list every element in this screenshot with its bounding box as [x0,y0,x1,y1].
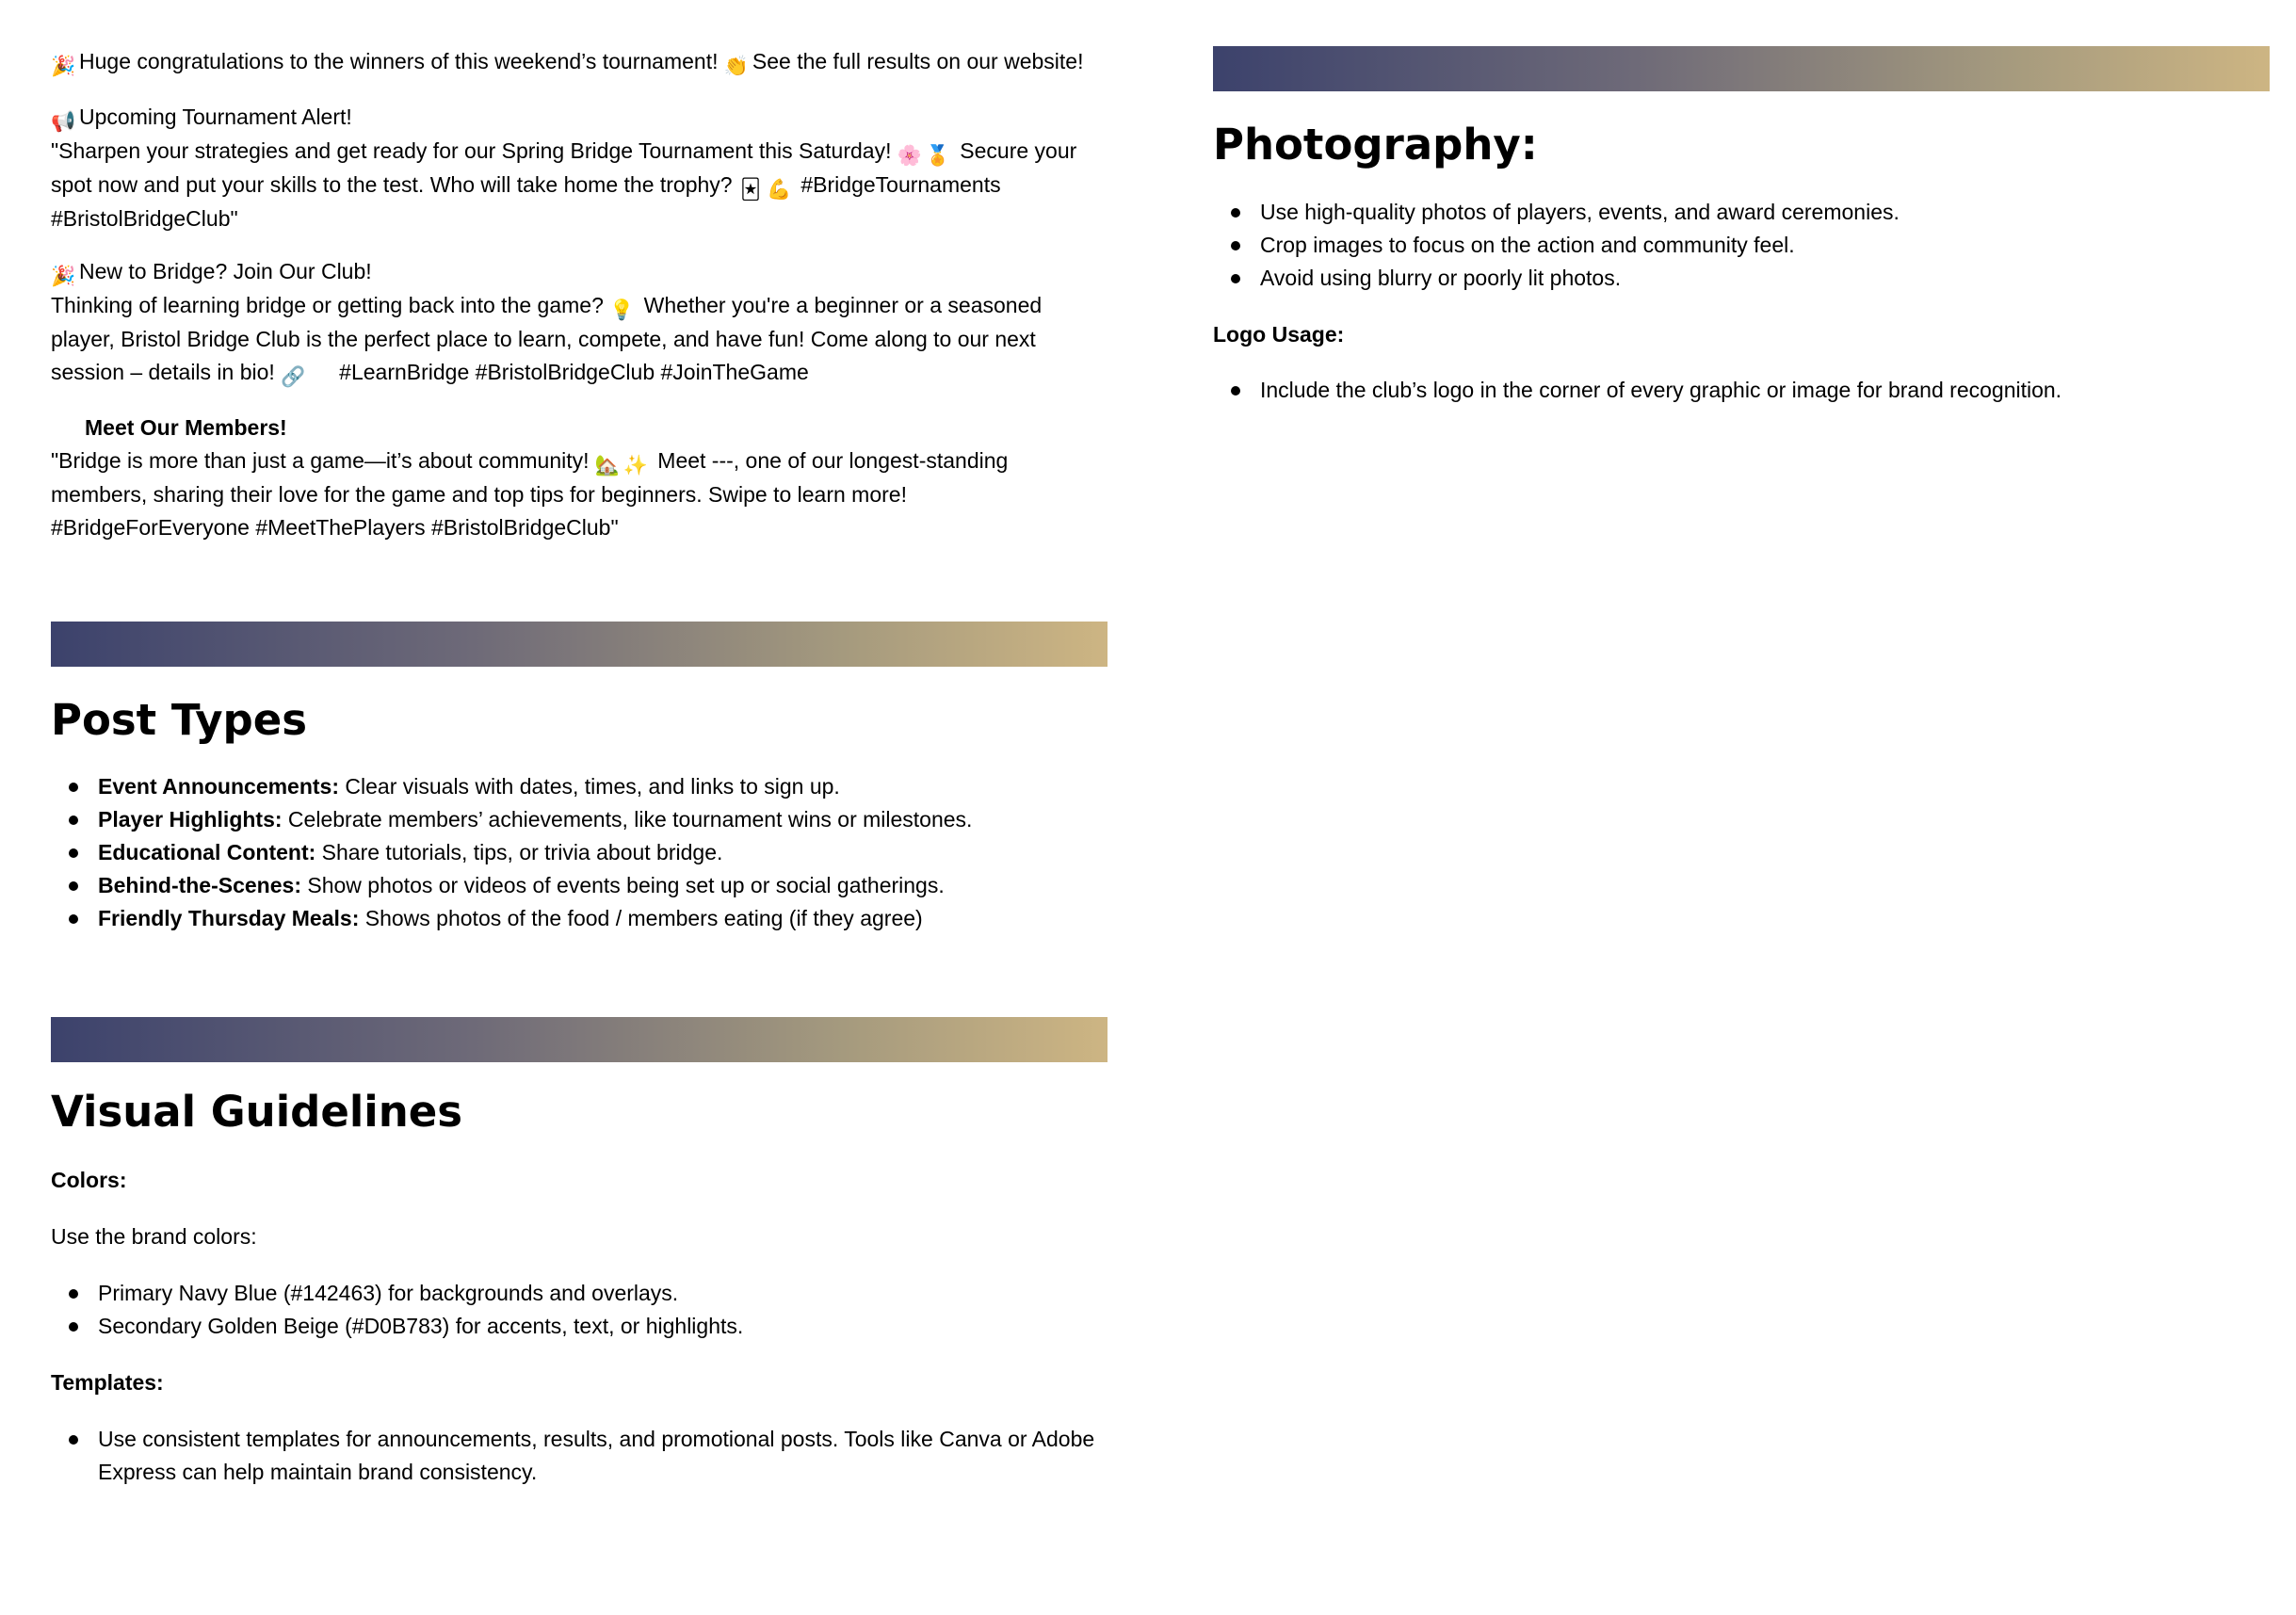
photography-list [1213,196,2272,295]
list-item: Player Highlights: Celebrate members’ achievements, like tournament wins or milestones. [51,803,1109,836]
list-item: Include the club’s logo in the corner of every graphic or image for brand recognition. [1213,374,2272,407]
megaphone-icon: 📢 [51,111,76,133]
photography-heading: Photography: [1213,120,1538,170]
logo-usage-list [1213,374,2272,407]
post-types-list [51,770,1109,935]
logo-usage-label: Logo Usage: [1213,322,1345,347]
section-band-photography [1213,46,2270,91]
post-body-a: "Bridge is more than just a game—it’s about community! [51,448,590,473]
medal-icon: 🏅 [925,145,951,167]
post-types-heading: Post Types [51,695,308,745]
list-item: Use consistent templates for announcements, results, and promotional posts. Tools like Canva or Adobe Express can help maintain brand consistency. [51,1423,1109,1489]
post-body-c: #LearnBridge #BristolBridgeClub #JoinTheGame [339,360,809,384]
visual-guidelines-heading: Visual Guidelines [51,1087,463,1137]
post-tournament-winners [51,45,1109,79]
flexed-biceps-icon: 💪 [766,179,792,201]
post-new-to-bridge [51,255,1109,390]
link-icon: 🔗 [281,366,306,388]
colors-intro: Use the brand colors: [51,1224,257,1249]
list-item: Secondary Golden Beige (#D0B783) for accents, text, or highlights. [51,1310,1109,1343]
post-meet-members [51,412,1109,544]
section-band-post-types [51,622,1108,667]
light-bulb-icon: 💡 [609,299,635,321]
section-band-visual-guidelines [51,1017,1108,1062]
templates-list [51,1423,1109,1489]
list-item: Event Announcements: Clear visuals with dates, times, and links to sign up. [51,770,1109,803]
cherry-blossom-icon: 🌸 [897,145,923,167]
house-garden-icon: 🏡 [594,455,621,476]
post-body-b: Meet ---, one of our longest-standing members, sharing their love for the game and top tips for beginners. Swipe to learn more! #BridgeForEveryone #MeetThePlayers #BristolBridgeClub" [51,448,1009,540]
sparkles-icon: ✨ [623,455,649,476]
post-body-c: #BridgeTournaments #BristolBridgeClub" [51,172,1001,231]
list-item: Avoid using blurry or poorly lit photos. [1213,262,2272,295]
post-upcoming-tournament [51,101,1109,235]
list-item: Crop images to focus on the action and community feel. [1213,229,2272,262]
colors-label: Colors: [51,1168,127,1192]
post-title: Meet Our Members! [85,415,287,440]
list-item: Behind-the-Scenes: Show photos or videos of events being set up or social gatherings. [51,869,1109,902]
clapping-hands-icon: 👏 [723,56,750,77]
post-body: See the full results on our website! [752,49,1084,73]
post-title: Upcoming Tournament Alert! [79,105,352,129]
party-popper-icon: 🎉 [51,266,76,287]
colors-list [51,1277,1109,1343]
list-item: Primary Navy Blue (#142463) for backgrounds and overlays. [51,1277,1109,1310]
post-title: New to Bridge? Join Our Club! [79,259,372,283]
post-body-a: Thinking of learning bridge or getting back into the game? [51,293,604,317]
card-joker-icon: 🃏 [740,179,761,201]
post-title: Huge congratulations to the winners of this weekend’s tournament! [79,49,719,73]
list-item: Friendly Thursday Meals: Shows photos of the food / members eating (if they agree) [51,902,1109,935]
party-popper-icon: 🎉 [51,56,76,77]
list-item: Use high-quality photos of players, events, and award ceremonies. [1213,196,2272,229]
post-body-b: Whether you're a beginner or a seasoned player, Bristol Bridge Club is the perfect place to learn, compete, and have fun! Come along to our next session – details in bio! [51,293,1043,384]
list-item: Educational Content: Share tutorials, tips, or trivia about bridge. [51,836,1109,869]
templates-label: Templates: [51,1370,164,1395]
post-body-a: "Sharpen your strategies and get ready for our Spring Bridge Tournament this Saturday! [51,138,892,163]
post-body-b: Secure your spot now and put your skills to the test. Who will take home the trophy? [51,138,1077,197]
